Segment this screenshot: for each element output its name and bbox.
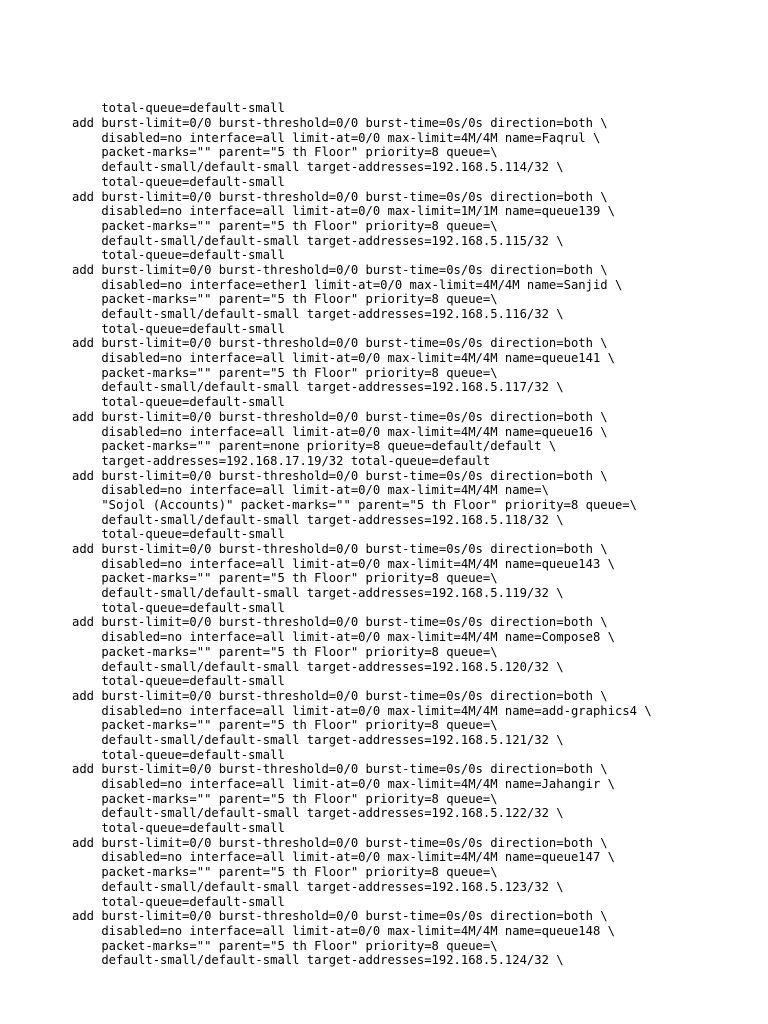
code-line: packet-marks="" parent="5 th Floor" priority=8 queue=\ xyxy=(72,791,498,806)
code-line: disabled=no interface=all limit-at=0/0 max-limit=4M/4M name=Jahangir \ xyxy=(72,777,615,792)
code-line: target-addresses=192.168.17.19/32 total-queue=default xyxy=(72,453,491,468)
code-line: disabled=no interface=ether1 limit-at=0/0 max-limit=4M/4M name=Sanjid \ xyxy=(72,277,623,292)
code-line: default-small/default-small target-addresses=192.168.5.120/32 \ xyxy=(72,659,564,674)
code-line: add burst-limit=0/0 burst-threshold=0/0 burst-time=0s/0s direction=both \ xyxy=(72,615,608,630)
code-line: packet-marks="" parent="5 th Floor" priority=8 queue=\ xyxy=(72,145,498,160)
code-line: disabled=no interface=all limit-at=0/0 max-limit=4M/4M name=queue147 \ xyxy=(72,850,615,865)
code-line: packet-marks="" parent="5 th Floor" priority=8 queue=\ xyxy=(72,938,498,953)
code-line: "Sojol (Accounts)" packet-marks="" parent="5 th Floor" priority=8 queue=\ xyxy=(72,497,637,512)
code-line: default-small/default-small target-addresses=192.168.5.117/32 \ xyxy=(72,380,564,395)
code-line: add burst-limit=0/0 burst-threshold=0/0 burst-time=0s/0s direction=both \ xyxy=(72,542,608,557)
code-line: total-queue=default-small xyxy=(72,747,285,762)
code-line: packet-marks="" parent="5 th Floor" priority=8 queue=\ xyxy=(72,218,498,233)
code-line: add burst-limit=0/0 burst-threshold=0/0 burst-time=0s/0s direction=both \ xyxy=(72,336,608,351)
code-line: add burst-limit=0/0 burst-threshold=0/0 burst-time=0s/0s direction=both \ xyxy=(72,909,608,924)
code-line: disabled=no interface=all limit-at=0/0 max-limit=4M/4M name=queue148 \ xyxy=(72,923,615,938)
code-line: default-small/default-small target-addresses=192.168.5.124/32 \ xyxy=(72,953,564,968)
code-line: total-queue=default-small xyxy=(72,101,285,116)
code-line: default-small/default-small target-addresses=192.168.5.118/32 \ xyxy=(72,512,564,527)
code-line: packet-marks="" parent="5 th Floor" priority=8 queue=\ xyxy=(72,365,498,380)
code-line: packet-marks="" parent=none priority=8 queue=default/default \ xyxy=(72,439,557,454)
code-line: packet-marks="" parent="5 th Floor" priority=8 queue=\ xyxy=(72,865,498,880)
document-page xyxy=(72,72,752,983)
code-line: default-small/default-small target-addresses=192.168.5.121/32 \ xyxy=(72,732,564,747)
code-line: disabled=no interface=all limit-at=0/0 max-limit=4M/4M name=Compose8 \ xyxy=(72,630,615,645)
code-line: disabled=no interface=all limit-at=0/0 max-limit=1M/1M name=queue139 \ xyxy=(72,204,615,219)
code-line: total-queue=default-small xyxy=(72,321,285,336)
code-line: default-small/default-small target-addresses=192.168.5.122/32 \ xyxy=(72,806,564,821)
code-line: add burst-limit=0/0 burst-threshold=0/0 burst-time=0s/0s direction=both \ xyxy=(72,116,608,131)
code-line: add burst-limit=0/0 burst-threshold=0/0 burst-time=0s/0s direction=both \ xyxy=(72,409,608,424)
code-line: total-queue=default-small xyxy=(72,174,285,189)
code-line: disabled=no interface=all limit-at=0/0 max-limit=4M/4M name=\ xyxy=(72,483,549,498)
code-line: packet-marks="" parent="5 th Floor" priority=8 queue=\ xyxy=(72,718,498,733)
code-line: packet-marks="" parent="5 th Floor" priority=8 queue=\ xyxy=(72,644,498,659)
code-line: add burst-limit=0/0 burst-threshold=0/0 burst-time=0s/0s direction=both \ xyxy=(72,762,608,777)
code-line: disabled=no interface=all limit-at=0/0 max-limit=4M/4M name=add-graphics4 \ xyxy=(72,703,652,718)
code-line: disabled=no interface=all limit-at=0/0 max-limit=4M/4M name=queue143 \ xyxy=(72,556,615,571)
code-line: add burst-limit=0/0 burst-threshold=0/0 burst-time=0s/0s direction=both \ xyxy=(72,189,608,204)
code-line: default-small/default-small target-addresses=192.168.5.114/32 \ xyxy=(72,160,564,175)
code-line: default-small/default-small target-addresses=192.168.5.116/32 \ xyxy=(72,307,564,322)
code-line: disabled=no interface=all limit-at=0/0 max-limit=4M/4M name=Faqrul \ xyxy=(72,130,601,145)
code-line: default-small/default-small target-addresses=192.168.5.123/32 \ xyxy=(72,879,564,894)
code-line: add burst-limit=0/0 burst-threshold=0/0 burst-time=0s/0s direction=both \ xyxy=(72,688,608,703)
code-line: disabled=no interface=all limit-at=0/0 max-limit=4M/4M name=queue141 \ xyxy=(72,351,615,366)
code-line: total-queue=default-small xyxy=(72,674,285,689)
code-line: total-queue=default-small xyxy=(72,821,285,836)
code-line: total-queue=default-small xyxy=(72,600,285,615)
code-line: add burst-limit=0/0 burst-threshold=0/0 burst-time=0s/0s direction=both \ xyxy=(72,262,608,277)
code-line: total-queue=default-small xyxy=(72,248,285,263)
code-line: add burst-limit=0/0 burst-threshold=0/0 burst-time=0s/0s direction=both \ xyxy=(72,468,608,483)
code-line: total-queue=default-small xyxy=(72,894,285,909)
code-line: default-small/default-small target-addresses=192.168.5.119/32 \ xyxy=(72,586,564,601)
code-line: add burst-limit=0/0 burst-threshold=0/0 burst-time=0s/0s direction=both \ xyxy=(72,835,608,850)
code-line: total-queue=default-small xyxy=(72,395,285,410)
code-line: packet-marks="" parent="5 th Floor" priority=8 queue=\ xyxy=(72,292,498,307)
code-line: total-queue=default-small xyxy=(72,527,285,542)
code-line: packet-marks="" parent="5 th Floor" priority=8 queue=\ xyxy=(72,571,498,586)
code-line: default-small/default-small target-addresses=192.168.5.115/32 \ xyxy=(72,233,564,248)
code-line: disabled=no interface=all limit-at=0/0 max-limit=4M/4M name=queue16 \ xyxy=(72,424,608,439)
code-listing xyxy=(72,101,752,968)
